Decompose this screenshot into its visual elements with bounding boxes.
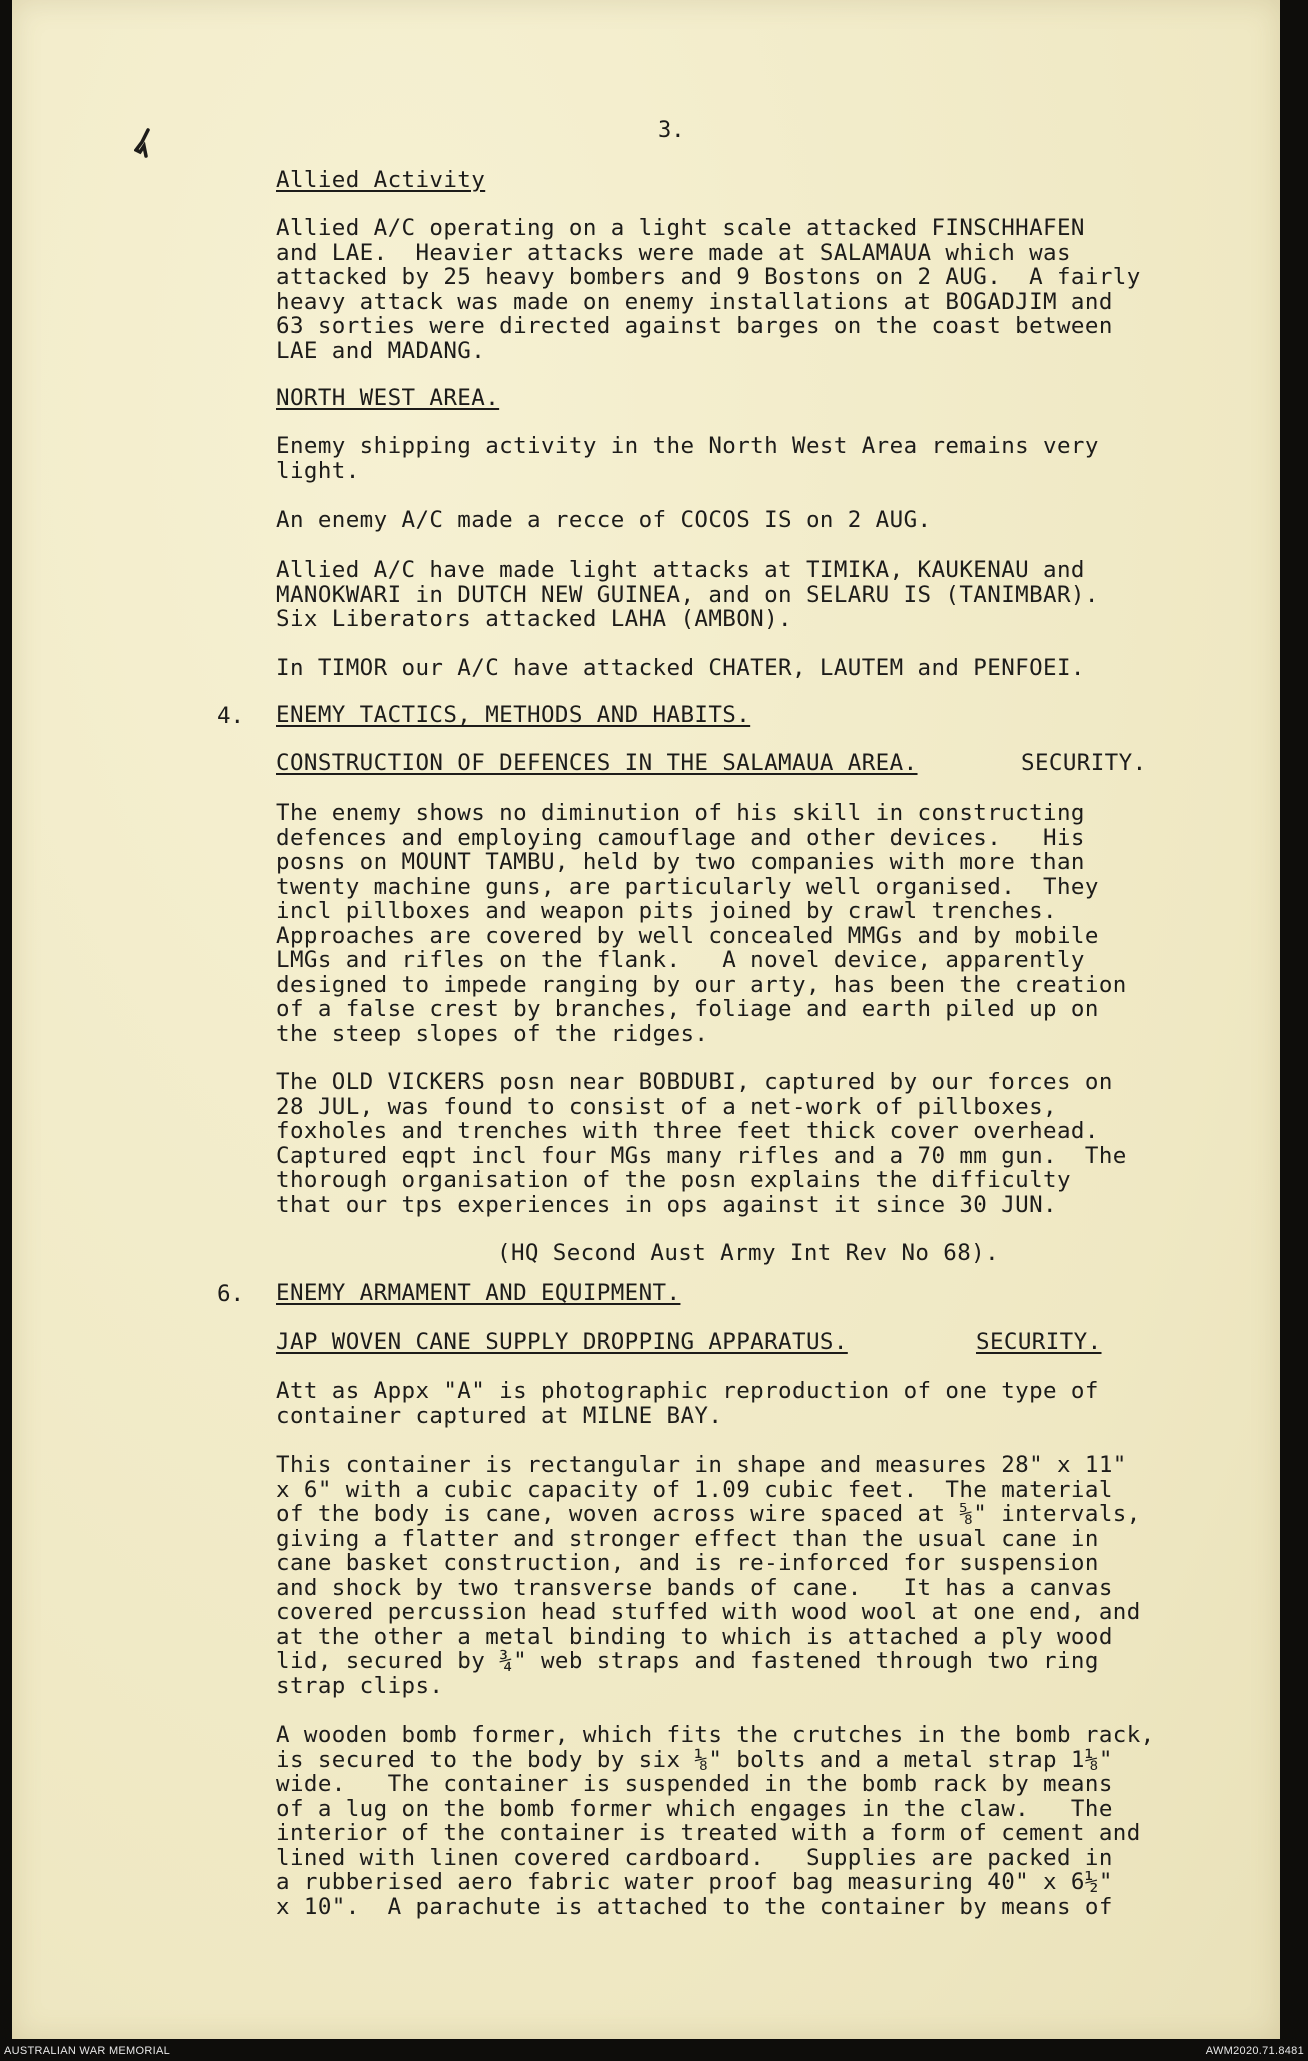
ink-mark-icon bbox=[134, 128, 154, 160]
allied-activity-section bbox=[276, 167, 1141, 389]
text-line: foxholes and trenches with three feet thick cover overhead. bbox=[276, 1118, 1099, 1144]
text-line: x 6" with a cubic capacity of 1.09 cubic feet. The material bbox=[276, 1476, 1113, 1503]
text-line: In TIMOR our A/C have attacked CHATER, LAUTEM and PENFOEI. bbox=[276, 655, 1085, 681]
text-line: and LAE. Heavier attacks were made at SALAMAUA which was bbox=[276, 239, 1071, 266]
text-line: A wooden bomb former, which fits the crutches in the bomb rack, bbox=[276, 1722, 1155, 1748]
text-line: Approaches are covered by well concealed MMGs and by mobile bbox=[276, 922, 1099, 949]
subsection-heading: CONSTRUCTION OF DEFENCES IN THE SALAMAUA AREA. bbox=[276, 750, 918, 776]
text-line: posns on MOUNT TAMBU, held by two companies with more than bbox=[276, 849, 1085, 875]
text-line: designed to impede ranging by our arty, has been the creation bbox=[276, 971, 1127, 998]
section-heading: NORTH WEST AREA. bbox=[276, 385, 500, 411]
page-number: 3. bbox=[658, 118, 685, 143]
text-line: a rubberised aero fabric water proof bag measuring 40" x 6½" bbox=[276, 1869, 1113, 1895]
text-line: container captured at MILNE BAY. bbox=[276, 1402, 723, 1429]
text-line: LAE and MADANG. bbox=[276, 337, 486, 364]
enemy-tactics-section bbox=[276, 702, 1147, 1266]
enemy-armament-section bbox=[276, 1280, 1155, 1920]
text-line: at the other a metal binding to which is attached a ply wood bbox=[276, 1623, 1113, 1650]
section-number: 4. bbox=[217, 703, 245, 729]
text-line: Allied A/C operating on a light scale attacked FINSCHHAFEN bbox=[276, 215, 1085, 241]
text-line: lined with linen covered cardboard. Supplies are packed in bbox=[276, 1844, 1113, 1871]
text-line: MANOKWARI in DUTCH NEW GUINEA, and on SELARU IS (TANIMBAR). bbox=[276, 581, 1099, 608]
text-line: This container is rectangular in shape and measures 28" x 11" bbox=[276, 1452, 1127, 1478]
document-page bbox=[12, 0, 1280, 2039]
security-marking: SECURITY. bbox=[1021, 750, 1147, 776]
text-line: 28 JUL, was found to consist of a net-work of pillboxes, bbox=[276, 1093, 1057, 1120]
subsection-heading: JAP WOVEN CANE SUPPLY DROPPING APPARATUS. bbox=[276, 1329, 848, 1355]
text-line: Captured eqpt incl four MGs many rifles and a 70 mm gun. The bbox=[276, 1142, 1127, 1169]
text-line: is secured to the body by six ⅛" bolts and a metal strap 1⅛" bbox=[276, 1746, 1113, 1773]
text-line: Att as Appx "A" is photographic reproduction of one type of bbox=[276, 1378, 1099, 1404]
text-line: LMGs and rifles on the flank. A novel device, apparently bbox=[276, 947, 1085, 973]
text-line: that our tps experiences in ops against it since 30 JUN. bbox=[276, 1191, 1057, 1218]
text-line: attacked by 25 heavy bombers and 9 Bostons on 2 AUG. A fairly bbox=[276, 264, 1141, 290]
text-line: Enemy shipping activity in the North West Area remains very bbox=[276, 433, 1099, 459]
text-line: light. bbox=[276, 457, 360, 484]
text-line: 63 sorties were directed against barges on the coast between bbox=[276, 313, 1113, 339]
section-heading: ENEMY ARMAMENT AND EQUIPMENT. bbox=[276, 1280, 681, 1306]
text-line: of a false crest by branches, foliage and earth piled up on bbox=[276, 996, 1099, 1022]
text-line: wide. The container is suspended in the bomb rack by means bbox=[276, 1771, 1113, 1797]
text-line: of a lug on the bomb former which engages in the claw. The bbox=[276, 1795, 1113, 1822]
text-line: x 10". A parachute is attached to the container by means of bbox=[276, 1893, 1113, 1920]
text-line: twenty machine guns, are particularly well organised. They bbox=[276, 873, 1099, 900]
section-heading: ENEMY TACTICS, METHODS AND HABITS. bbox=[276, 702, 751, 728]
text-line: heavy attack was made on enemy installations at BOGADJIM and bbox=[276, 288, 1113, 315]
source-citation: (HQ Second Aust Army Int Rev No 68). bbox=[497, 1240, 1000, 1266]
text-line: An enemy A/C made a recce of COCOS IS on 2 AUG. bbox=[276, 507, 932, 533]
text-line: defences and employing camouflage and other devices. His bbox=[276, 824, 1085, 851]
text-line: thorough organisation of the posn explains the difficulty bbox=[276, 1167, 1071, 1193]
section-heading: Allied Activity bbox=[276, 167, 486, 193]
north-west-area-section bbox=[276, 385, 1099, 681]
text-line: The enemy shows no diminution of his skill in constructing bbox=[276, 800, 1085, 826]
text-line: The OLD VICKERS posn near BOBDUBI, captured by our forces on bbox=[276, 1069, 1113, 1095]
text-line: of the body is cane, woven across wire spaced at ⅝" intervals, bbox=[276, 1501, 1141, 1527]
footer-credit: AUSTRALIAN WAR MEMORIAL bbox=[4, 2045, 171, 2057]
text-line: lid, secured by ¾" web straps and fastened through two ring bbox=[276, 1648, 1099, 1674]
section-number: 6. bbox=[217, 1281, 245, 1307]
text-line: cane basket construction, and is re-inforced for suspension bbox=[276, 1550, 1099, 1576]
text-line: giving a flatter and stronger effect than the usual cane in bbox=[276, 1525, 1099, 1552]
footer-accession-number: AWM2020.71.8481 bbox=[1205, 2045, 1304, 2057]
text-line: covered percussion head stuffed with wood wool at one end, and bbox=[276, 1599, 1141, 1625]
text-line: interior of the container is treated with a form of cement and bbox=[276, 1820, 1141, 1846]
text-line: the steep slopes of the ridges. bbox=[276, 1020, 709, 1047]
security-marking: SECURITY. bbox=[976, 1329, 1102, 1355]
text-line: and shock by two transverse bands of cane. It has a canvas bbox=[276, 1574, 1113, 1601]
text-line: strap clips. bbox=[276, 1672, 444, 1699]
text-line: Six Liberators attacked LAHA (AMBON). bbox=[276, 606, 793, 632]
text-line: incl pillboxes and weapon pits joined by crawl trenches. bbox=[276, 898, 1057, 924]
text-line: Allied A/C have made light attacks at TIMIKA, KAUKENAU and bbox=[276, 557, 1085, 583]
